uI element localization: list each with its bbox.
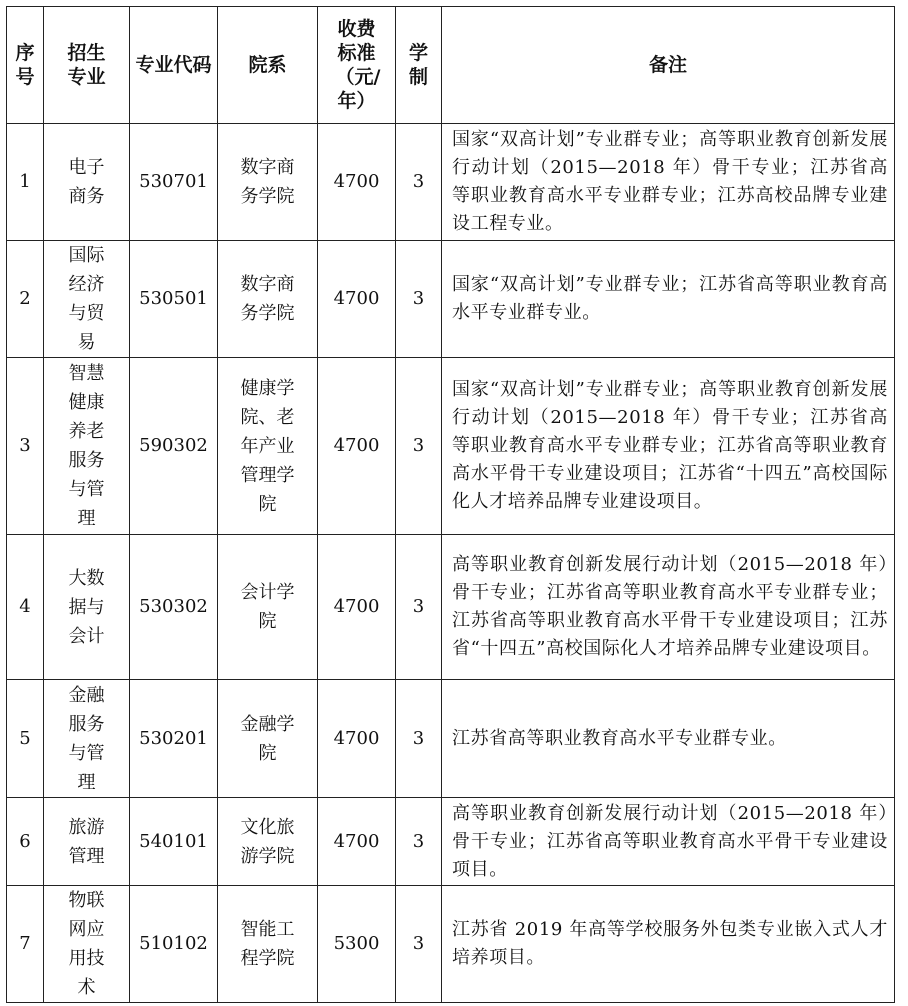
cell-dept: 数字商务学院	[218, 124, 318, 241]
header-code: 专业代码	[130, 7, 218, 124]
cell-major: 旅游管理	[44, 798, 130, 886]
cell-major: 物联网应用技术	[44, 886, 130, 1003]
cell-dept: 智能工程学院	[218, 886, 318, 1003]
cell-note: 国家“双高计划”专业群专业；江苏省高等职业教育高水平专业群专业。	[442, 241, 895, 358]
cell-fee: 4700	[318, 358, 396, 535]
cell-fee: 4700	[318, 798, 396, 886]
cell-years: 3	[396, 241, 442, 358]
cell-note: 国家“双高计划”专业群专业；高等职业教育创新发展行动计划（2015—2018 年）骨干专业；江苏省高等职业教育高水平专业群专业；江苏高校品牌专业建设工程专业。	[442, 124, 895, 241]
table-row	[7, 124, 895, 241]
cell-code: 530501	[130, 241, 218, 358]
cell-fee: 4700	[318, 124, 396, 241]
cell-major: 电子商务	[44, 124, 130, 241]
cell-fee: 4700	[318, 535, 396, 680]
cell-dept: 数字商务学院	[218, 241, 318, 358]
cell-years: 3	[396, 535, 442, 680]
cell-seq: 3	[7, 358, 44, 535]
cell-years: 3	[396, 124, 442, 241]
cell-code: 530201	[130, 680, 218, 798]
table-row	[7, 358, 895, 535]
admissions-table	[6, 6, 895, 1003]
cell-note: 高等职业教育创新发展行动计划（2015—2018 年）骨干专业；江苏省高等职业教育高水平骨干专业建设项目。	[442, 798, 895, 886]
cell-years: 3	[396, 358, 442, 535]
cell-dept: 会计学院	[218, 535, 318, 680]
cell-code: 530302	[130, 535, 218, 680]
cell-seq: 1	[7, 124, 44, 241]
cell-major: 金融服务与管理	[44, 680, 130, 798]
cell-seq: 4	[7, 535, 44, 680]
cell-code: 590302	[130, 358, 218, 535]
cell-major: 国际经济与贸易	[44, 241, 130, 358]
cell-dept: 健康学院、老年产业管理学院	[218, 358, 318, 535]
cell-note: 国家“双高计划”专业群专业；高等职业教育创新发展行动计划（2015—2018 年）骨干专业；江苏省高等职业教育高水平专业群专业；江苏省高等职业教育高水平骨干专业建设项目；江苏省“十四五”高校国际化人才培养品牌专业建设项目。	[442, 358, 895, 535]
cell-seq: 6	[7, 798, 44, 886]
header-seq: 序号	[7, 7, 44, 124]
cell-code: 510102	[130, 886, 218, 1003]
header-fee: 收费标准（元/年）	[318, 7, 396, 124]
header-note: 备注	[442, 7, 895, 124]
cell-note: 江苏省 2019 年高等学校服务外包类专业嵌入式人才培养项目。	[442, 886, 895, 1003]
table-row	[7, 886, 895, 1003]
cell-dept: 金融学院	[218, 680, 318, 798]
cell-major: 大数据与会计	[44, 535, 130, 680]
header-major: 招生专业	[44, 7, 130, 124]
cell-years: 3	[396, 680, 442, 798]
cell-seq: 2	[7, 241, 44, 358]
table-row	[7, 535, 895, 680]
cell-dept: 文化旅游学院	[218, 798, 318, 886]
header-row	[7, 7, 895, 124]
cell-note: 江苏省高等职业教育高水平专业群专业。	[442, 680, 895, 798]
header-years: 学制	[396, 7, 442, 124]
cell-years: 3	[396, 886, 442, 1003]
table-row	[7, 798, 895, 886]
cell-note: 高等职业教育创新发展行动计划（2015—2018 年）骨干专业；江苏省高等职业教育高水平专业群专业；江苏省高等职业教育高水平骨干专业建设项目；江苏省“十四五”高校国际化人才培养品牌专业建设项目。	[442, 535, 895, 680]
cell-code: 540101	[130, 798, 218, 886]
cell-fee: 4700	[318, 680, 396, 798]
table-row	[7, 680, 895, 798]
cell-years: 3	[396, 798, 442, 886]
cell-seq: 7	[7, 886, 44, 1003]
cell-code: 530701	[130, 124, 218, 241]
cell-fee: 4700	[318, 241, 396, 358]
table-row	[7, 241, 895, 358]
cell-major: 智慧健康养老服务与管理	[44, 358, 130, 535]
cell-seq: 5	[7, 680, 44, 798]
cell-fee: 5300	[318, 886, 396, 1003]
header-dept: 院系	[218, 7, 318, 124]
